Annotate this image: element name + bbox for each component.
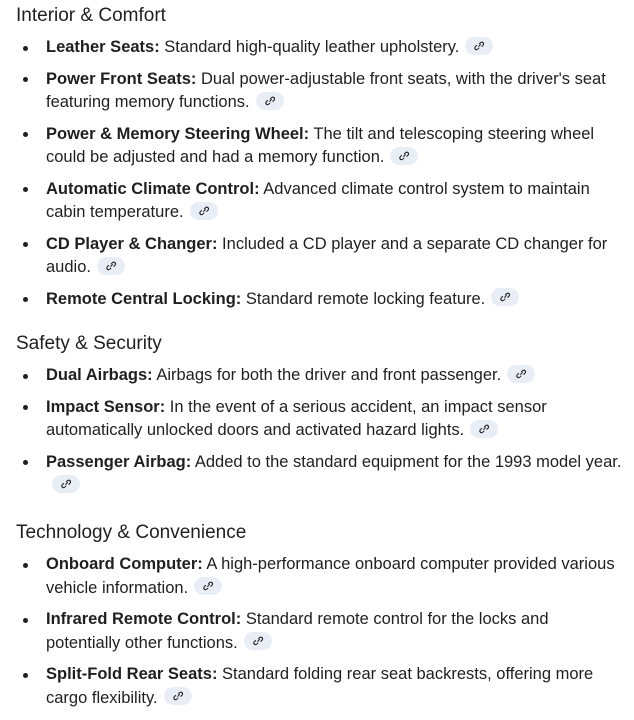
source-link-button[interactable]: [52, 475, 80, 493]
item-title: CD Player & Changer:: [46, 234, 218, 253]
item-text: In the event of a serious accident, an impact sensor automatically unlocked doors and activated hazard lights.: [46, 397, 547, 439]
item-text: Standard high-quality leather upholstery.: [159, 38, 460, 56]
list-item: [16, 553, 624, 600]
source-link-button[interactable]: [465, 37, 493, 55]
section-technology-convenience: [16, 521, 624, 710]
list-item: [16, 608, 624, 655]
list-item: [16, 396, 624, 443]
source-link-button[interactable]: [97, 257, 125, 275]
list-item: [16, 288, 624, 312]
list-item: [16, 233, 624, 280]
section-title: Technology & Convenience: [16, 522, 247, 543]
item-title: Infrared Remote Control:: [46, 610, 242, 628]
link-icon: [198, 205, 210, 217]
item-title: Power Front Seats:: [46, 69, 197, 88]
item-title: Dual Airbags:: [46, 366, 153, 384]
item-text: The tilt and telescoping steering wheel could be adjusted and had a memory function.: [46, 124, 595, 166]
item-text: Standard remote locking feature.: [241, 289, 486, 308]
source-link-button[interactable]: [470, 420, 498, 438]
feature-list: [16, 553, 624, 710]
feature-list: [16, 364, 624, 498]
link-icon: [105, 260, 117, 272]
item-title: Automatic Climate Control:: [46, 179, 260, 198]
item-text: Airbags for both the driver and front passenger.: [152, 366, 502, 384]
item-text: Advanced climate control system to maintain cabin temperature.: [46, 179, 590, 221]
link-icon: [202, 580, 214, 592]
link-icon: [515, 368, 527, 380]
list-item: [16, 36, 624, 60]
source-link-button[interactable]: [190, 202, 218, 220]
list-item: [16, 178, 624, 225]
item-text: Dual power-adjustable front seats, with the driver's seat featuring memory functions.: [46, 69, 606, 111]
link-icon: [473, 40, 485, 52]
link-icon: [398, 150, 410, 162]
link-icon: [478, 423, 490, 435]
item-text: Added to the standard equipment for the 1993 model year.: [191, 452, 622, 471]
list-item: [16, 364, 624, 388]
list-item: [16, 451, 624, 498]
source-link-button[interactable]: [194, 577, 222, 595]
item-text: A high-performance onboard computer provided various vehicle information.: [46, 555, 615, 597]
list-item: [16, 123, 624, 170]
item-title: Passenger Airbag:: [46, 452, 192, 471]
item-title: Onboard Computer:: [46, 555, 203, 573]
source-link-button[interactable]: [244, 632, 272, 650]
item-title: Remote Central Locking:: [46, 289, 242, 308]
item-text: Included a CD player and a separate CD changer for audio.: [46, 234, 608, 276]
link-icon: [252, 635, 264, 647]
section-title: Safety & Security: [16, 333, 162, 354]
link-icon: [499, 291, 511, 303]
item-title: Power & Memory Steering Wheel:: [46, 124, 310, 143]
source-link-button[interactable]: [256, 92, 284, 110]
source-link-button[interactable]: [164, 687, 192, 705]
item-title: Split-Fold Rear Seats:: [46, 665, 218, 683]
section-interior-comfort: [16, 4, 624, 311]
link-icon: [172, 690, 184, 702]
item-title: Impact Sensor:: [46, 397, 166, 416]
item-text: Standard remote control for the locks and potentially other functions.: [46, 610, 549, 652]
source-link-button[interactable]: [507, 365, 535, 383]
list-item: [16, 663, 624, 710]
item-title: Leather Seats:: [46, 38, 160, 56]
section-safety-security: [16, 332, 624, 498]
source-link-button[interactable]: [390, 147, 418, 165]
link-icon: [60, 478, 72, 490]
source-link-button[interactable]: [491, 288, 519, 306]
section-title: Interior & Comfort: [16, 5, 166, 26]
list-item: [16, 68, 624, 115]
link-icon: [264, 95, 276, 107]
feature-list: [16, 36, 624, 311]
item-text: Standard folding rear seat backrests, offering more cargo flexibility.: [46, 665, 594, 707]
